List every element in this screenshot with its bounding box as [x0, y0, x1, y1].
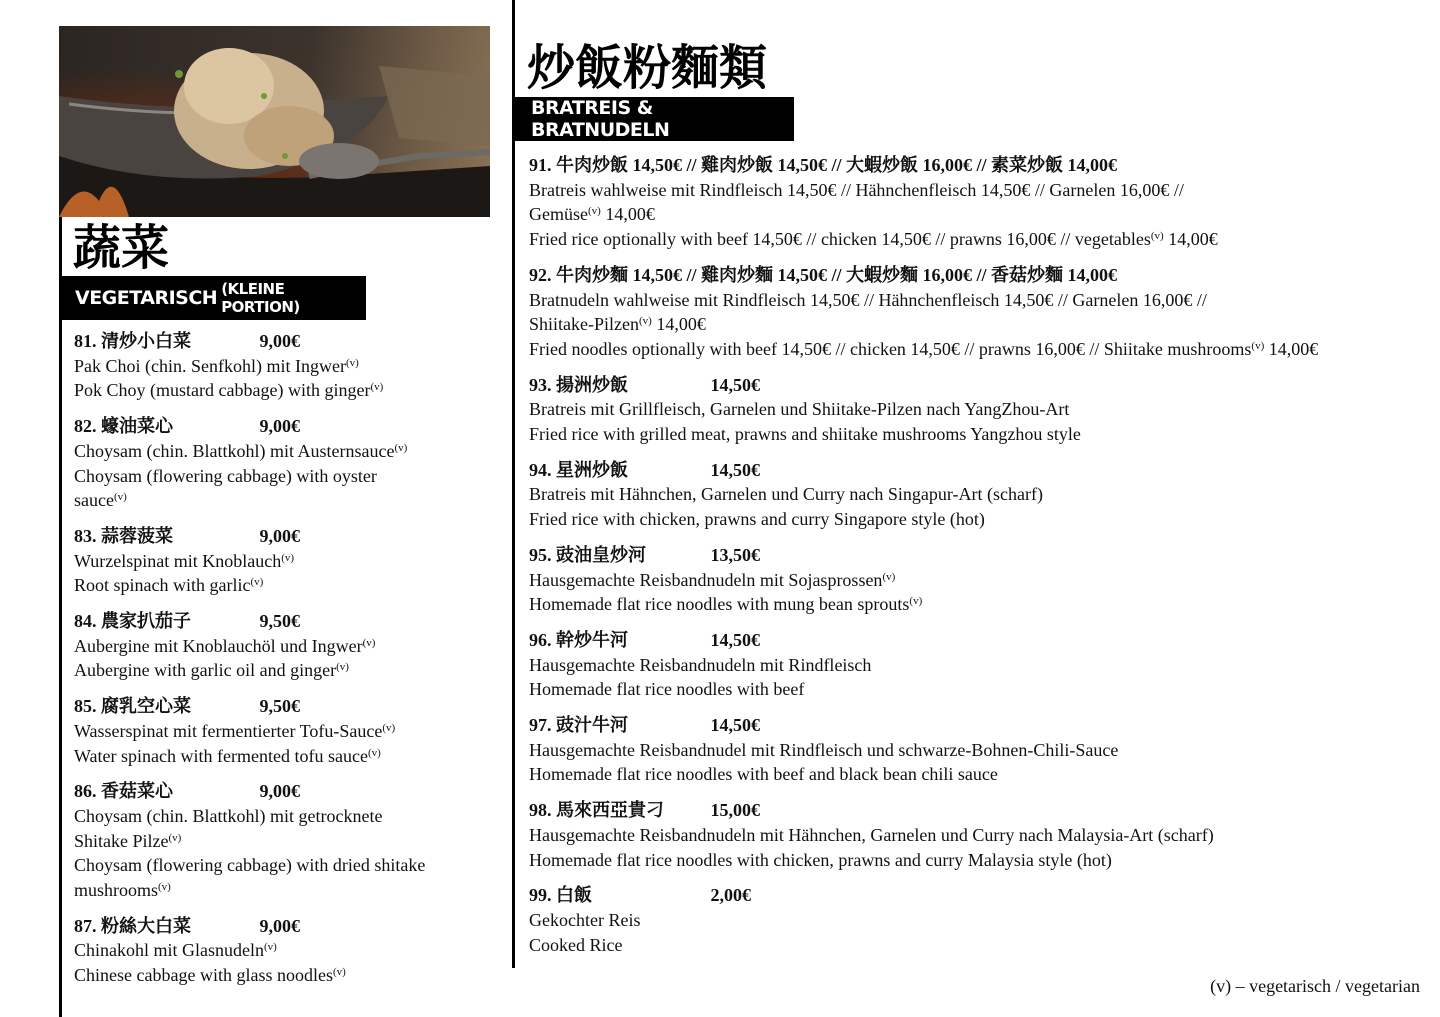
item-description-en: Water spinach with fermented tofu sauce$^{(v)}$ — [74, 745, 381, 766]
item-name-cn: 豉汁牛河 — [556, 715, 628, 736]
menu-item — [74, 329, 474, 403]
menu-item — [74, 524, 474, 598]
menu-item-heading — [529, 373, 1429, 398]
item-number: 81. — [74, 331, 97, 351]
item-name-cn: 腐乳空心菜 — [101, 696, 191, 717]
item-description-en: Homemade flat rice noodles with mung bean sprouts$^{(v)}$ — [529, 594, 923, 615]
item-number: 99. — [529, 885, 552, 906]
item-number: 83. — [74, 525, 97, 546]
item-name-cn: 粉絲大白菜 — [101, 915, 191, 936]
item-number: 85. — [74, 696, 97, 717]
menu-item-heading: 92. 牛肉炒麵 14,50€ // 雞肉炒麵 14,50€ // 大蝦炒麵 16,00€ // 香菇炒麵 14,00€ — [529, 264, 1118, 285]
item-number: 97. — [529, 715, 552, 736]
menu-item-heading — [529, 543, 1429, 568]
item-description-de: Wurzelspinat mit Knoblauch$^{(v)}$ — [74, 550, 295, 571]
item-description-de: Pak Choi (chin. Senfkohl) mit Ingwer$^{(v)}$ — [74, 355, 359, 376]
item-description-en: Choysam (flowering cabbage) with dried shitake mushrooms$^{(v)}$ — [74, 855, 426, 901]
item-number: 84. — [74, 611, 97, 632]
item-description-de: Bratreis wahlweise mit Rindfleisch 14,50€ // Hähnchenfleisch 14,50€ // Garnelen 16,00€ // — [529, 179, 1184, 200]
menu-item-heading — [529, 798, 1429, 823]
menu-item-heading — [529, 628, 1429, 653]
item-description-de: Hausgemachte Reisbandnudel mit Rindfleisch und schwarze-Bohnen-Chili-Sauce — [529, 739, 1119, 760]
menu-item — [74, 694, 474, 768]
left-border-line — [59, 217, 62, 1017]
item-description-en: Chinese cabbage with glass noodles$^{(v)}$ — [74, 965, 346, 986]
left-band-small: (KLEINE PORTION) — [221, 280, 300, 316]
menu-item-heading — [74, 779, 474, 804]
item-description-de: Choysam (chin. Blattkohl) mit Austernsauce$^{(v)}$ — [74, 440, 408, 461]
menu-item-heading — [529, 713, 1429, 738]
menu-item — [74, 914, 474, 988]
item-number: 95. — [529, 544, 552, 565]
menu-item — [529, 628, 1429, 702]
item-description-en: Homemade flat rice noodles with chicken, prawns and curry Malaysia style (hot) — [529, 849, 1112, 870]
right-menu-list — [529, 153, 1429, 968]
menu-item-heading: 91. 牛肉炒飯 14,50€ // 雞肉炒飯 14,50€ // 大蝦炒飯 16,00€ // 素菜炒飯 14,00€ — [529, 155, 1118, 175]
item-description-en: Fried rice with grilled meat, prawns and shiitake mushrooms Yangzhou style — [529, 424, 1081, 445]
item-name-cn: 馬來西亞貴刁 — [556, 800, 664, 821]
item-name-cn: 蒜蓉菠菜 — [101, 525, 173, 546]
item-price: 9,00€ — [259, 416, 300, 437]
item-name-cn: 幹炒牛河 — [556, 629, 628, 650]
item-price: 9,00€ — [259, 781, 300, 802]
item-description-de: Gekochter Reis — [529, 909, 641, 930]
menu-item-heading — [74, 329, 474, 354]
item-description-de: Aubergine mit Knoblauchöl und Ingwer$^{(v)}$ — [74, 635, 376, 656]
item-price: 14,50€ — [710, 715, 760, 736]
left-section-title-cn: 蔬菜 — [73, 220, 170, 276]
vegetarian-footnote: (v) – vegetarisch / vegetarian — [1210, 976, 1420, 996]
item-number: 98. — [529, 800, 552, 821]
menu-item-heading — [74, 524, 474, 549]
menu-item-heading — [74, 414, 474, 439]
item-description-en: Fried rice optionally with beef 14,50€ // chicken 14,50€ // prawns 16,00€ // vegetables$^{(v)}$ 14,00€ — [529, 229, 1218, 250]
item-description-de: Hausgemachte Reisbandnudeln mit Rindfleisch — [529, 654, 872, 675]
item-name-cn: 香菇菜心 — [101, 781, 173, 802]
item-price: 9,00€ — [259, 331, 300, 351]
menu-item — [74, 414, 474, 513]
menu-item — [74, 609, 474, 683]
item-description-en: Homemade flat rice noodles with beef and black bean chili sauce — [529, 764, 998, 785]
item-price: 13,50€ — [710, 544, 760, 565]
item-price: 2,00€ — [710, 885, 751, 906]
menu-item — [529, 798, 1429, 872]
menu-item-92 — [529, 263, 1429, 362]
item-description-en: Root spinach with garlic$^{(v)}$ — [74, 575, 264, 596]
item-name-cn: 揚洲炒飯 — [556, 374, 628, 395]
menu-item-heading — [529, 458, 1429, 483]
left-menu-list — [74, 329, 474, 999]
item-description-en: Homemade flat rice noodles with beef — [529, 679, 805, 700]
column-divider-line — [512, 0, 515, 968]
item-price: 14,50€ — [710, 459, 760, 480]
item-description-de: Bratreis mit Hähnchen, Garnelen und Curry nach Singapur-Art (scharf) — [529, 484, 1043, 505]
menu-item-heading — [74, 609, 474, 634]
item-number: 96. — [529, 629, 552, 650]
right-section-band — [515, 97, 794, 141]
item-description-de: Chinakohl mit Glasnudeln$^{(v)}$ — [74, 940, 277, 961]
item-number: 86. — [74, 781, 97, 802]
item-price: 9,00€ — [259, 915, 300, 936]
left-band-main: VEGETARISCH — [75, 287, 218, 309]
item-description-de-cont: Shiitake-Pilzen$^{(v)}$ 14,00€ — [529, 314, 706, 335]
item-name-cn: 白飯 — [556, 885, 592, 906]
item-price: 14,50€ — [710, 374, 760, 395]
wok-photo-illustration — [59, 26, 490, 217]
item-description-de: Hausgemachte Reisbandnudeln mit Hähnchen, Garnelen und Curry nach Malaysia-Art (scharf) — [529, 824, 1214, 845]
right-band-main: BRATREIS & BRATNUDELN — [531, 97, 670, 141]
item-description-en: Aubergine with garlic oil and ginger$^{(v)}$ — [74, 660, 349, 681]
menu-item-91 — [529, 153, 1429, 252]
item-price: 9,50€ — [259, 696, 300, 717]
menu-item-heading — [529, 883, 1429, 908]
item-description-de: Choysam (chin. Blattkohl) mit getrocknete Shitake Pilze$^{(v)}$ — [74, 805, 383, 851]
menu-item-heading — [74, 694, 474, 719]
item-description-en: Cooked Rice — [529, 934, 623, 955]
item-description-de: Bratnudeln wahlweise mit Rindfleisch 14,50€ // Hähnchenfleisch 14,50€ // Garnelen 16,00€ // — [529, 289, 1207, 310]
right-section-title-cn: 炒飯粉麵類 — [527, 40, 768, 96]
item-description-de: Wasserspinat mit fermentierter Tofu-Sauce$^{(v)}$ — [74, 720, 396, 741]
item-price: 9,50€ — [259, 611, 300, 632]
item-description-en: Pok Choy (mustard cabbage) with ginger$^{(v)}$ — [74, 380, 384, 401]
item-name-cn: 清炒小白菜 — [101, 331, 191, 351]
item-description-de: Hausgemachte Reisbandnudeln mit Sojasprossen$^{(v)}$ — [529, 569, 896, 590]
item-name-cn: 星洲炒飯 — [556, 459, 628, 480]
item-number: 82. — [74, 416, 97, 437]
item-name-cn: 豉油皇炒河 — [556, 544, 646, 565]
item-description-de-cont: Gemüse$^{(v)}$ 14,00€ — [529, 204, 655, 225]
item-name-cn: 農家扒茄子 — [101, 611, 191, 632]
item-number: 94. — [529, 459, 552, 480]
menu-item — [529, 883, 1429, 957]
menu-item-heading — [74, 914, 474, 939]
item-name-cn: 蠔油菜心 — [101, 416, 173, 437]
item-price: 15,00€ — [710, 800, 760, 821]
item-number: 87. — [74, 915, 97, 936]
menu-item — [529, 543, 1429, 617]
left-section-band — [59, 276, 366, 320]
menu-item — [529, 373, 1429, 447]
wok-fried-rice-photo — [59, 26, 490, 217]
item-description-en: Fried noodles optionally with beef 14,50€ // chicken 14,50€ // prawns 16,00€ // Shiitake mushrooms$^{(v)}$ 14,00€ — [529, 338, 1319, 359]
item-description-en: Fried rice with chicken, prawns and curry Singapore style (hot) — [529, 509, 985, 530]
item-price: 9,00€ — [259, 525, 300, 546]
menu-item — [74, 779, 474, 903]
menu-item — [529, 458, 1429, 532]
item-description-de: Bratreis mit Grillfleisch, Garnelen und Shiitake-Pilzen nach YangZhou-Art — [529, 399, 1070, 420]
item-price: 14,50€ — [710, 629, 760, 650]
item-number: 93. — [529, 374, 552, 395]
menu-item — [529, 713, 1429, 787]
item-description-en: Choysam (flowering cabbage) with oyster sauce$^{(v)}$ — [74, 465, 377, 511]
